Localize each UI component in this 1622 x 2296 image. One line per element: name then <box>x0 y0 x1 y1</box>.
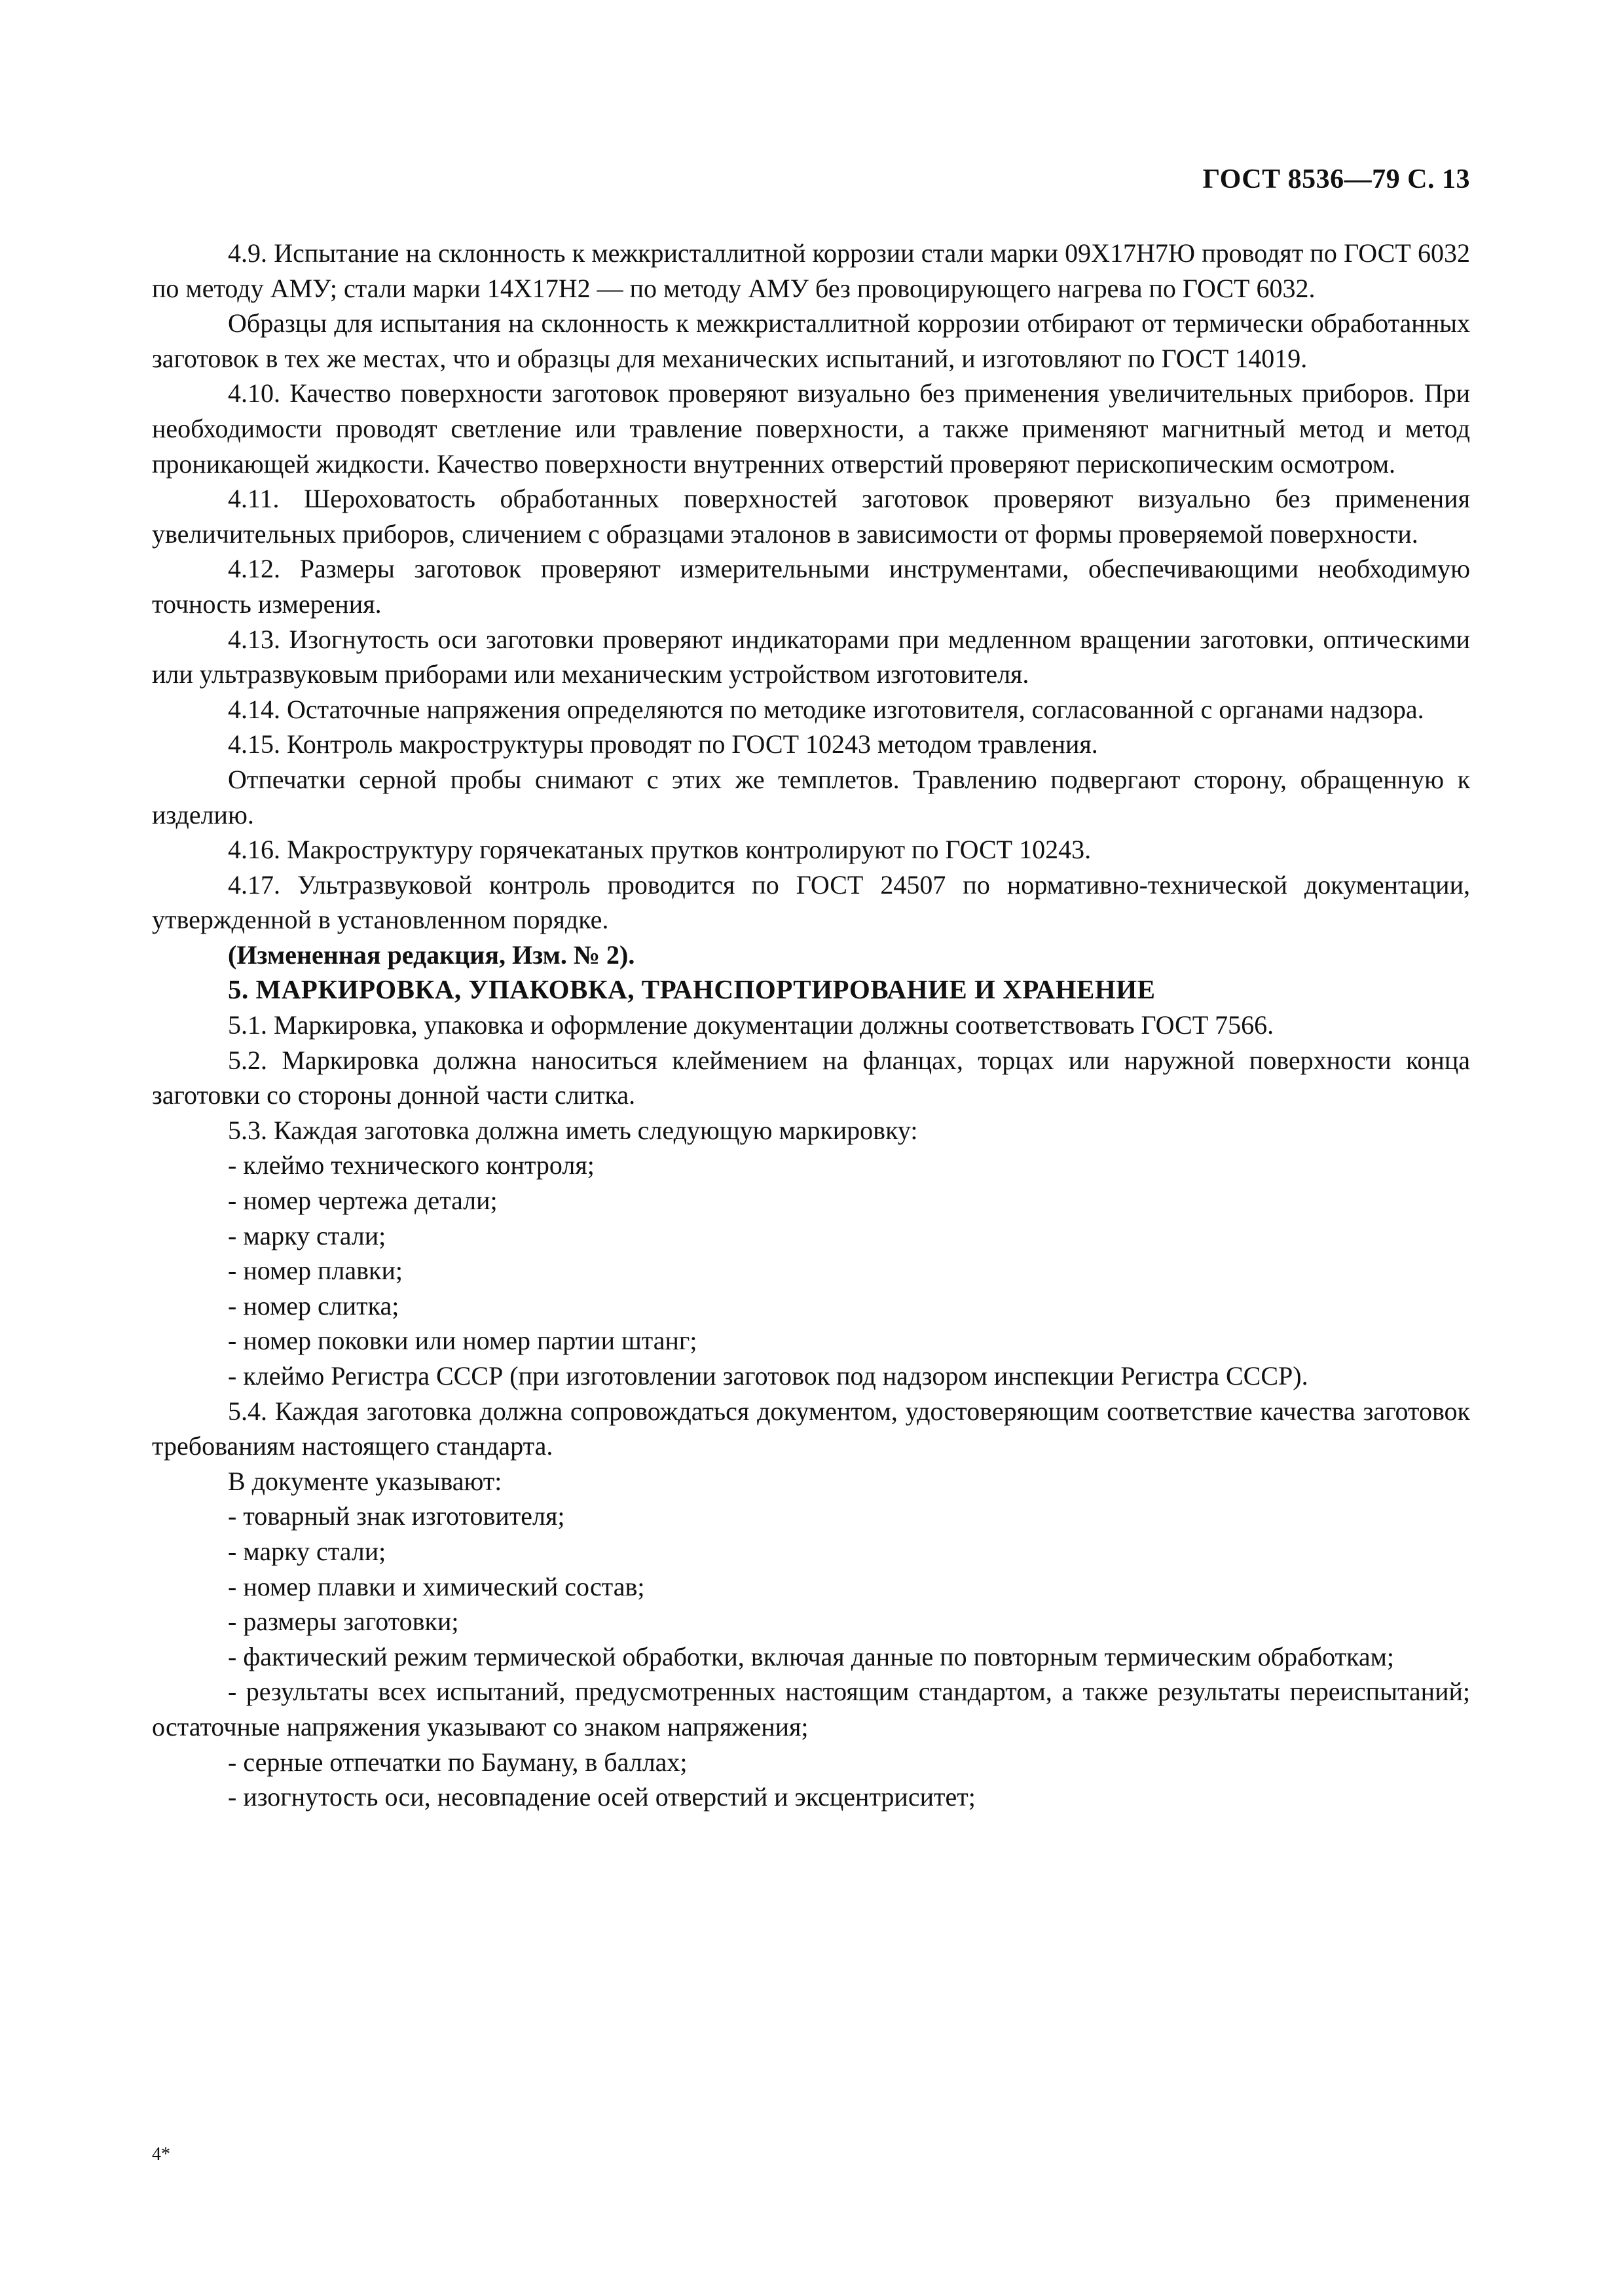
list-item: - марку стали; <box>228 1220 386 1250</box>
paragraph-5-1: 5.1. Маркировка, упаковка и оформление документации должны соответствовать ГОСТ 7566. <box>228 1010 1274 1040</box>
document-body <box>152 236 1470 1815</box>
paragraph-4-16: 4.16. Макроструктуру горячекатаных прутков контролируют по ГОСТ 10243. <box>228 835 1092 865</box>
page-header: ГОСТ 8536—79 С. 13 <box>1202 164 1470 194</box>
list-item: - марку стали; <box>228 1536 386 1566</box>
amendment-note: (Измененная редакция, Изм. № 2). <box>228 939 635 970</box>
list-item: - товарный знак изготовителя; <box>228 1501 565 1531</box>
list-item: - изогнутость оси, несовпадение осей отверстий и эксцентриситет; <box>228 1782 976 1812</box>
list-item: - результаты всех испытаний, предусмотренных настоящим стандартом, а также результаты переиспытаний; остаточные напряжения указывают со знаком напряжения; <box>152 1677 1470 1741</box>
paragraph-4-15-prints: Отпечатки серной пробы снимают с этих же темплетов. Травлению подвергают сторону, обращенную к изделию. <box>152 764 1470 829</box>
page-footer-mark: 4* <box>152 2144 170 2164</box>
list-item: - клеймо Регистра СССР (при изготовлении заготовок под надзором инспекции Регистра СССР). <box>228 1361 1308 1391</box>
paragraph-4-9-samples: Образцы для испытания на склонность к межкристаллитной коррозии отбирают от термически обработанных заготовок в тех же местах, что и образцы для механических испытаний, и изготовляют по ГОСТ 14019. <box>152 308 1470 373</box>
paragraph-5-4-intro: В документе указывают: <box>228 1466 502 1496</box>
list-item: - номер слитка; <box>228 1290 399 1321</box>
paragraph-5-3: 5.3. Каждая заготовка должна иметь следующую маркировку: <box>228 1115 918 1145</box>
paragraph-4-17: 4.17. Ультразвуковой контроль проводится по ГОСТ 24507 по нормативно-технической документации, утвержденной в установленном порядке. <box>152 869 1470 935</box>
paragraph-4-15: 4.15. Контроль макроструктуры проводят по ГОСТ 10243 методом травления. <box>228 729 1098 759</box>
paragraph-4-13: 4.13. Изогнутость оси заготовки проверяют индикаторами при медленном вращении заготовки, оптическими или ультразвуковым приборами или механическим устройством изготовителя. <box>152 624 1470 689</box>
list-item: - номер плавки и химический состав; <box>228 1571 645 1601</box>
list-item: - фактический режим термической обработки, включая данные по повторным термическим обработкам; <box>228 1641 1395 1671</box>
paragraph-4-12: 4.12. Размеры заготовок проверяют измерительными инструментами, обеспечивающими необходимую точность измерения. <box>152 554 1470 619</box>
list-item: - номер поковки или номер партии штанг; <box>228 1326 697 1356</box>
paragraph-5-4: 5.4. Каждая заготовка должна сопровождаться документом, удостоверяющим соответствие качества заготовок требованиям настоящего стандарта. <box>152 1396 1470 1461</box>
paragraph-4-9: 4.9. Испытание на склонность к межкристаллитной коррозии стали марки 09Х17Н7Ю проводят по ГОСТ 6032 по методу АМУ; стали марки 14Х17Н2 — по методу АМУ без провоцирующего нагрева по ГОСТ 6032. <box>152 238 1470 303</box>
list-item: - размеры заготовки; <box>228 1607 459 1637</box>
list-item: - номер плавки; <box>228 1256 403 1286</box>
paragraph-4-14: 4.14. Остаточные напряжения определяются по методике изготовителя, согласованной с органами надзора. <box>228 694 1424 724</box>
list-item: - клеймо технического контроля; <box>228 1150 595 1180</box>
paragraph-4-11: 4.11. Шероховатость обработанных поверхностей заготовок проверяют визуально без применения увеличительных приборов, сличением с образцами эталонов в зависимости от формы проверяемой поверхности. <box>152 484 1470 549</box>
paragraph-5-2: 5.2. Маркировка должна наноситься клеймением на фланцах, торцах или наружной поверхности конца заготовки со стороны донной части слитка. <box>152 1045 1470 1110</box>
list-item: - серные отпечатки по Бауману, в баллах; <box>228 1747 688 1777</box>
paragraph-4-10: 4.10. Качество поверхности заготовок проверяют визуально без применения увеличительных приборов. При необходимости проводят светление или травление поверхности, а также применяют магнитный метод и метод проникающей жидкости. Качество поверхности внутренних отверстий проверяют перископическим осмотром. <box>152 378 1470 479</box>
section-5-title: 5. МАРКИРОВКА, УПАКОВКА, ТРАНСПОРТИРОВАНИЕ И ХРАНЕНИЕ <box>228 974 1156 1005</box>
list-item: - номер чертежа детали; <box>228 1186 498 1216</box>
